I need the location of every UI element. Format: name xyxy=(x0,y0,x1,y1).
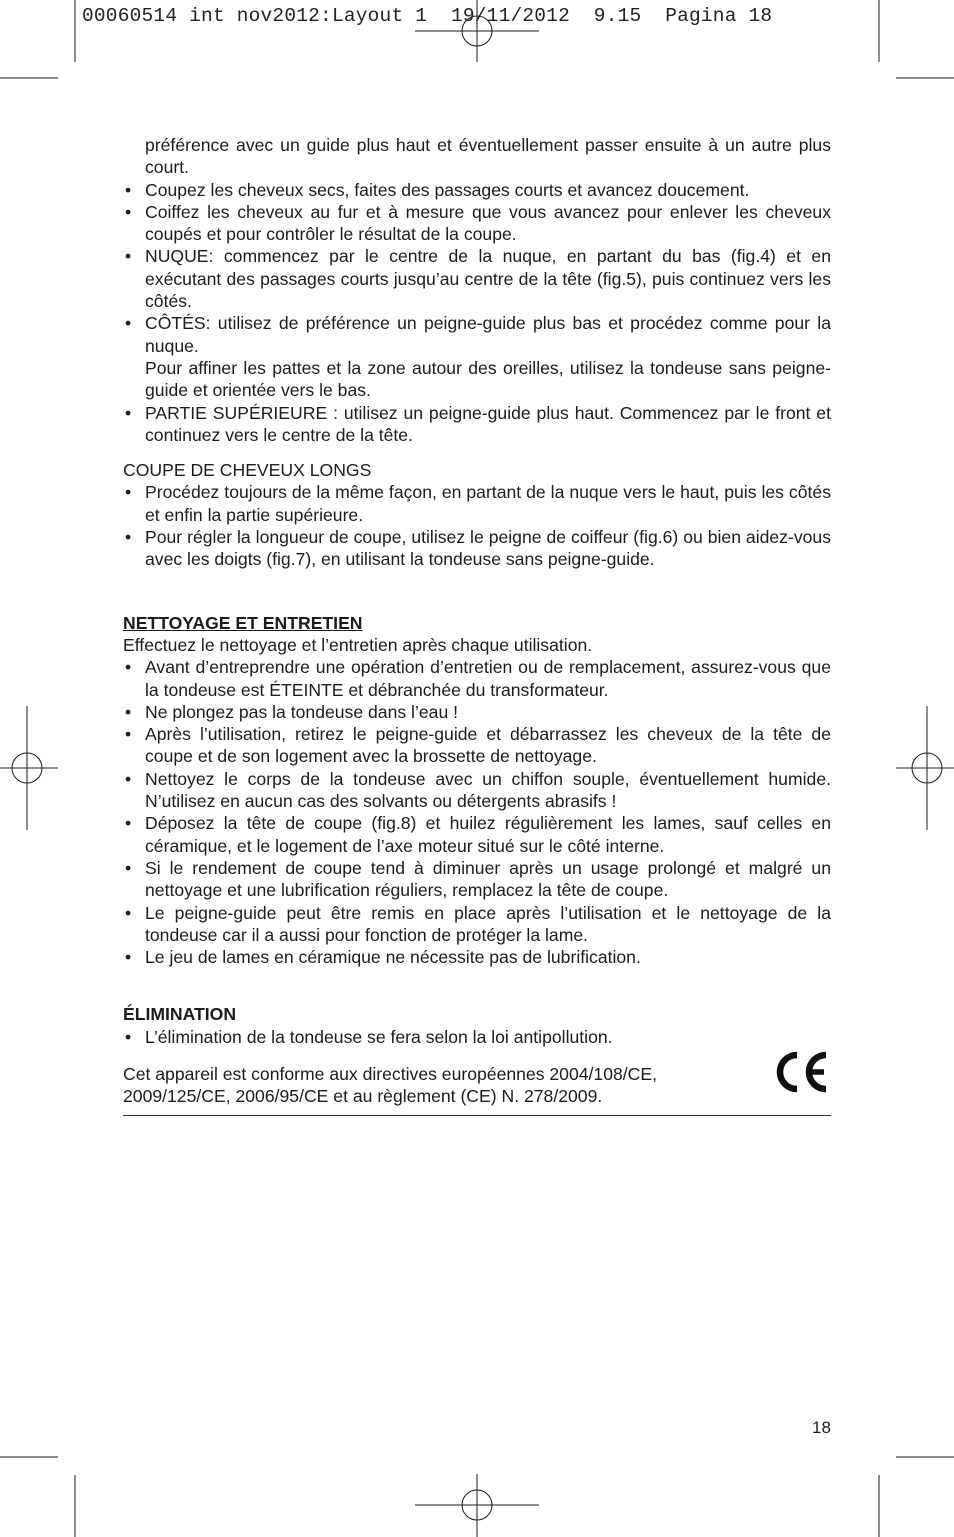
list-item-text: Coiffez les cheveux au fur et à mesure que vous avancez pour enlever les cheveux coupés et pour contrôler le résultat de la coupe. xyxy=(145,201,831,245)
list-item-text: Procédez toujours de la même façon, en partant de la nuque vers le haut, puis les côtés et enfin la partie supérieure. xyxy=(145,482,831,525)
list-item xyxy=(123,656,831,701)
list-item-extra-text: Pour affiner les pattes et la zone autour des oreilles, utilisez la tondeuse sans peigne-guide et orientée vers le bas. xyxy=(145,357,831,401)
disposal-heading: ÉLIMINATION xyxy=(123,1004,237,1025)
conformity-text xyxy=(123,1063,743,1108)
list-item-text: Après l’utilisation, retirez le peigne-guide et débarrassez les cheveux de la tête de coupe et de son logement avec la brossette de nettoyage. xyxy=(145,724,831,767)
list-item-text: Pour régler la longueur de coupe, utilisez le peigne de coiffeur (fig.6) ou bien aidez-vous avec les doigts (fig.7), en utilisant la tondeuse sans peigne-guide. xyxy=(145,527,831,570)
bullet-icon: • xyxy=(125,657,132,678)
registration-mark-bottom-icon xyxy=(415,1474,539,1537)
disposal-bullet-list xyxy=(123,1026,831,1048)
continued-paragraph: préférence avec un guide plus haut et éventuellement passer ensuite à un autre plus court. xyxy=(145,135,831,178)
conformity-block xyxy=(123,1063,831,1116)
list-item-text: NUQUE: commencez par le centre de la nuque, en partant du bas (fig.4) et en exécutant des passages courts jusqu’au centre de la tête (fig.5), puis continuez vers les côtés. xyxy=(145,246,831,312)
list-item-text: Avant d’entreprendre une opération d’entretien ou de remplacement, assurez-vous que la tondeuse est ÉTEINTE et débranchée du transformateur. xyxy=(145,657,831,700)
bullet-icon: • xyxy=(125,179,132,200)
bullet-icon: • xyxy=(125,527,132,548)
page-content xyxy=(123,134,831,1116)
list-item xyxy=(123,812,831,857)
bullet-icon: • xyxy=(125,246,132,267)
list-item-text: CÔTÉS: utilisez de préférence un peigne-guide plus bas et procédez comme pour la nuque. xyxy=(145,313,831,356)
list-item xyxy=(123,1026,831,1048)
list-item xyxy=(123,723,831,768)
list-item xyxy=(123,526,831,571)
list-item-text: Déposez la tête de coupe (fig.8) et huilez régulièrement les lames, sauf celles en céramique, et le logement de l’axe moteur situé sur le côté interne. xyxy=(145,813,831,856)
bullet-icon: • xyxy=(125,947,132,968)
print-slug-header: 00060514 int nov2012:Layout 1 19/11/2012 9.15 Pagina 18 xyxy=(82,5,773,27)
ce-mark-icon xyxy=(773,1049,831,1095)
list-item xyxy=(123,201,831,246)
bullet-icon: • xyxy=(125,724,132,745)
bullet-icon: • xyxy=(125,201,132,222)
bullet-icon: • xyxy=(125,813,132,834)
cleaning-heading: NETTOYAGE ET ENTRETIEN xyxy=(123,612,363,633)
bullet-icon: • xyxy=(125,902,132,923)
registration-mark-right-icon xyxy=(896,706,954,830)
list-item-text: Si le rendement de coupe tend à diminuer après un usage prolongé et malgré un nettoyage et une lubrification réguliers, remplacez la tête de coupe. xyxy=(145,857,831,901)
list-item-text: Nettoyez le corps de la tondeuse avec un chiffon souple, éventuellement humide. N’utilisez en aucun cas des solvants ou détergents abrasifs ! xyxy=(145,768,831,812)
list-item xyxy=(123,402,831,447)
list-item-text: PARTIE SUPÉRIEURE : utilisez un peigne-guide plus haut. Commencez par le front et continuez vers le centre de la tête. xyxy=(145,402,831,445)
cleaning-intro: Effectuez le nettoyage et l’entretien après chaque utilisation. xyxy=(123,634,593,655)
bullet-icon: • xyxy=(125,313,132,334)
list-item-text: Coupez les cheveux secs, faites des passages courts et avancez doucement. xyxy=(145,179,750,200)
list-item xyxy=(123,902,831,947)
list-item-text: L’élimination de la tondeuse se fera selon la loi antipollution. xyxy=(145,1026,613,1047)
cleaning-bullet-list xyxy=(123,656,831,968)
registration-mark-left-icon xyxy=(0,706,58,830)
page-number: 18 xyxy=(812,1418,831,1437)
list-item xyxy=(123,312,831,401)
conformity-line: 2009/125/CE, 2006/95/CE et au règlement (CE) N. 278/2009. xyxy=(123,1086,603,1107)
list-item xyxy=(123,481,831,526)
bullet-icon: • xyxy=(125,402,132,423)
list-item-text: Ne plongez pas la tondeuse dans l’eau ! xyxy=(145,701,459,722)
conformity-line: Cet appareil est conforme aux directives européennes 2004/108/CE, xyxy=(123,1063,657,1084)
list-item xyxy=(123,857,831,902)
bullet-icon: • xyxy=(125,1026,132,1047)
bullet-icon: • xyxy=(125,482,132,503)
long-hair-heading: COUPE DE CHEVEUX LONGS xyxy=(123,460,372,481)
short-hair-bullet-list xyxy=(123,179,831,447)
bullet-icon: • xyxy=(125,857,132,878)
list-item xyxy=(123,179,831,201)
list-item-text: Le jeu de lames en céramique ne nécessite pas de lubrification. xyxy=(145,947,641,968)
long-hair-bullet-list xyxy=(123,481,831,570)
list-item xyxy=(123,946,831,968)
list-item xyxy=(123,768,831,813)
list-item xyxy=(123,245,831,312)
list-item-text: Le peigne-guide peut être remis en place après l’utilisation et le nettoyage de la tondeuse car il a aussi pour fonction de protéger la lame. xyxy=(145,902,831,945)
bullet-icon: • xyxy=(125,768,132,789)
bullet-icon: • xyxy=(125,701,132,722)
list-item xyxy=(123,701,831,723)
